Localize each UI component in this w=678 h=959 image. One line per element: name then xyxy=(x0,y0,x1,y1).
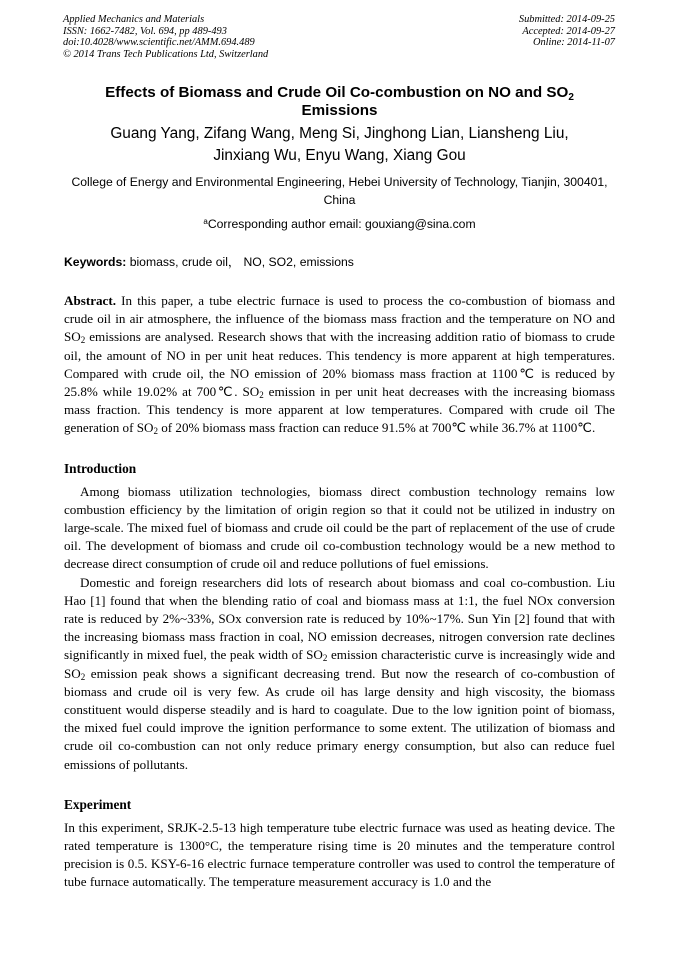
paper-page xyxy=(64,14,615,892)
publication-dates xyxy=(519,14,615,49)
keywords xyxy=(64,254,615,270)
journal-info xyxy=(63,14,268,60)
abstract-sub-1: 2 xyxy=(80,335,86,346)
online-date: Online: 2014-11-07 xyxy=(532,37,615,49)
abstract-text-2: emissions are analysed. Research shows that with the increasing addition ratio of biomass to crude oil, the amount of NO in per unit heat reduces. This tendency is more apparent at high temperatures. Compared with crude oil, the NO emission of 20% biomass mass fraction at 1100℃ is reduced by 25.8% while 19.02% at 700℃. SO xyxy=(64,329,615,400)
journal-header xyxy=(64,14,615,62)
authors-line2: Jinxiang Wu, Enyu Wang, Xiang Gou xyxy=(213,147,466,164)
experiment-heading: Experiment xyxy=(64,796,132,812)
email-superscript: a xyxy=(203,217,208,226)
abstract-label: Abstract. xyxy=(64,293,116,308)
abstract-sub-3: 2 xyxy=(153,426,158,437)
introduction-paragraph-1: Among biomass utilization technologies, biomass direct combustion technology remains low combustion efficiency by the limitation of origin region so that it could not be utilized in industry on large-scale. The mixed fuel of biomass and crude oil could be the part of replacement of the use of crude oil. The development of biomass and crude oil co-combustion technology would be a new method to decrease direct consumption of crude oil and reduce pollutions of fuel emissions. xyxy=(64,483,615,572)
email-text: Corresponding author email: gouxiang@sina.com xyxy=(207,217,476,231)
title-subscript: 2 xyxy=(568,92,574,103)
abstract-sub-2: 2 xyxy=(259,390,264,401)
keywords-text: biomass, crude oil， NO, SO2, emissions xyxy=(126,255,354,269)
authors-line1: Guang Yang, Zifang Wang, Meng Si, Jinghong Lian, Liansheng Liu, xyxy=(110,125,569,142)
affiliation: College of Energy and Environmental Engineering, Hebei University of Technology, Tianjin, 300401, China xyxy=(71,175,608,207)
intro-p2-text-a: Domestic and foreign researchers did lots of research about biomass and coal co-combustion. Liu Hao [1] found that when the blending ratio of coal and biomass mass at 1:1, the fuel NOx conversion rate is reduced by 2%~33%, SOx conversion rate is reduced by 10%~17%. Sun Yin [2] found that with the increasing biomass mass fraction in coal, NO emission decreases, nitrogen conversion rate declines significantly in mixed fuel, the peak width of SO xyxy=(64,574,615,663)
journal-name: Applied Mechanics and Materials xyxy=(63,14,205,25)
abstract xyxy=(64,292,615,438)
journal-doi: doi:10.4028/www.scientific.net/AMM.694.489 xyxy=(63,37,255,49)
journal-issn: ISSN: 1662-7482, Vol. 694, pp 489-493 xyxy=(63,25,227,37)
intro-p2-sub-1: 2 xyxy=(322,653,328,664)
experiment-paragraph-1: In this experiment, SRJK-2.5-13 high temperature tube electric furnace was used as heating device. The rated temperature is 1300°C, the temperature rising time is 20 minutes and the temperature control precision is 0.5. KSY-6-16 electric furnace temperature controller was used to control the temperature of tube furnace automatically. The temperature measurement accuracy is 1.0 and the xyxy=(64,819,615,890)
journal-copyright: © 2014 Trans Tech Publications Ltd, Switzerland xyxy=(63,48,269,60)
abstract-text-4: of 20% biomass mass fraction can reduce 91.5% at 700℃ while 36.7% at 1100℃. xyxy=(157,420,596,436)
intro-p2-sub-2: 2 xyxy=(80,671,86,682)
introduction-paragraph-2 xyxy=(64,574,615,774)
author-list xyxy=(64,123,615,167)
abstract-text-3: emission in per unit heat decreases with the increasing biomass mass fraction. This tendency is more apparent at low temperatures. Compared with crude oil The generation of SO xyxy=(64,384,615,436)
accepted-date: Accepted: 2014-09-27 xyxy=(522,25,615,37)
introduction-heading: Introduction xyxy=(64,460,137,476)
keywords-label: Keywords: xyxy=(64,255,127,269)
paper-title xyxy=(64,84,615,119)
abstract-text-1: In this paper, a tube electric furnace is used to process the co-combustion of biomass and crude oil in air atmosphere, the influence of the biomass mass fraction and the temperature on NO and SO xyxy=(64,293,615,345)
intro-p2-text-b: emission characteristic curve is increasingly wide and SO xyxy=(64,647,616,681)
intro-p2-text-c: emission peak shows a significant decreasing trend. But now the research of co-combustion of biomass and crude oil is very few. As crude oil has large density and high viscosity, the biomass constituent would disperse steadily and is hard to coagulate. Due to the low ignition point of biomass, the mixed fuel could improve the ignition performance to some extent. The utilization of biomass and crude oil co-combustion can not only reduce primary energy consumption, but also can reduce fuel emissions of pollutants. xyxy=(64,665,615,772)
title-main: Effects of Biomass and Crude Oil Co-combustion on NO and SO xyxy=(105,84,569,101)
corresponding-email xyxy=(64,216,615,232)
submitted-date: Submitted: 2014-09-25 xyxy=(518,14,615,25)
title-line2: Emissions xyxy=(301,101,378,119)
